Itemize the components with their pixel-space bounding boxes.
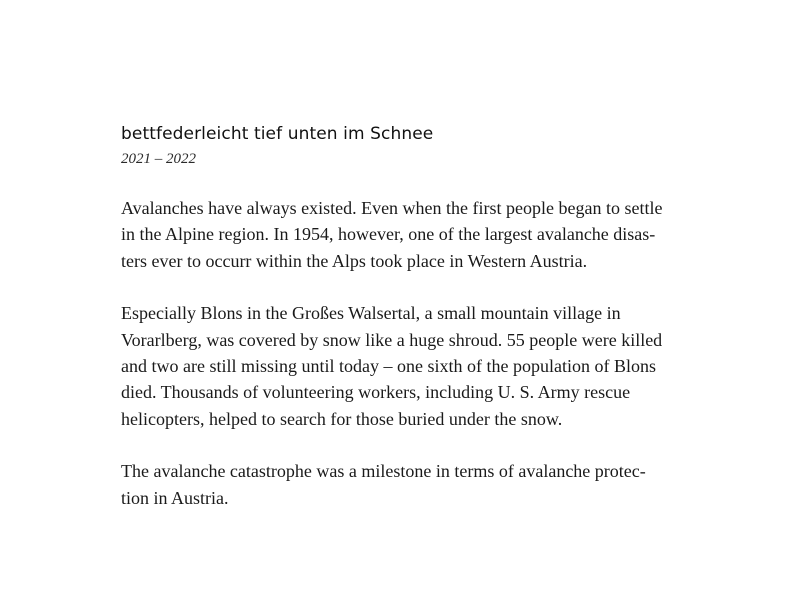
paragraph-line: died. Thousands of volunteering workers, including U. S. Army rescue <box>121 382 631 403</box>
paragraph-line: The avalanche catastrophe was a milestone in terms of avalanche protec- <box>121 461 646 482</box>
paragraph-line: ters ever to occurr within the Alps took place in Western Austria. <box>121 250 588 271</box>
paragraph-gap <box>121 432 701 458</box>
paragraph-line: in the Alpine region. In 1954, however, one of the largest avalanche disas- <box>121 224 656 245</box>
paragraph-gap <box>121 274 701 300</box>
paragraph-line: Avalanches have always existed. Even when the first people began to settle <box>121 198 663 218</box>
paragraph-line: Vorarlberg, was covered by snow like a huge shroud. 55 people were killed <box>121 329 663 350</box>
paragraph-line: tion in Austria. <box>121 487 229 508</box>
paragraph-line: and two are still missing until today – one sixth of the population of Blons <box>121 356 656 377</box>
paragraph-1 <box>121 195 701 274</box>
article-body <box>121 195 701 511</box>
paragraph-2 <box>121 300 701 432</box>
article-years: 2021 – 2022 <box>121 151 196 167</box>
paragraph-3 <box>121 458 701 511</box>
article-title: bettfederleicht tief unten im Schnee <box>121 124 434 144</box>
paragraph-line: Especially Blons in the Großes Walsertal, a small mountain village in <box>121 303 621 324</box>
article <box>121 121 701 511</box>
paragraph-line: helicopters, helped to search for those buried under the snow. <box>121 408 563 429</box>
